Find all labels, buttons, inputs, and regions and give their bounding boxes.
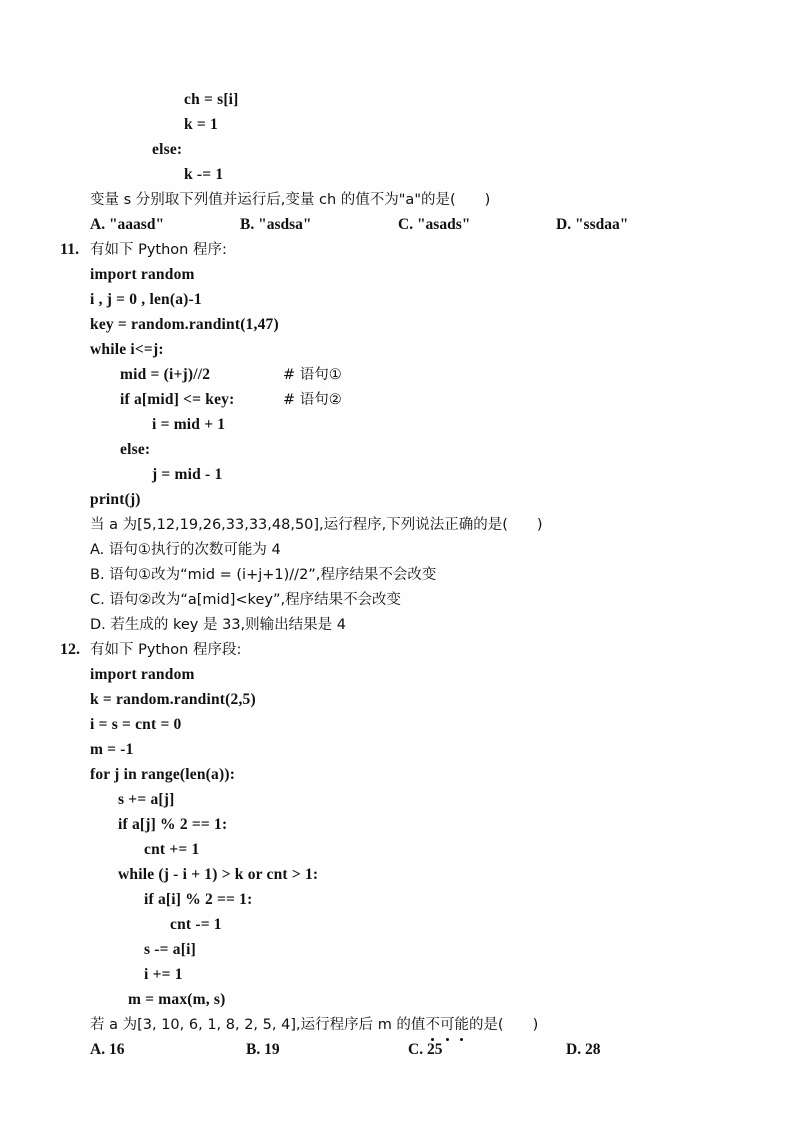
code-line: i , j = 0 , len(a)-1 <box>90 291 202 308</box>
code-line: cnt -= 1 <box>170 916 222 933</box>
q12-intro: 有如下 Python 程序段: <box>90 642 242 658</box>
q12-option-d: D. 28 <box>566 1041 601 1058</box>
emphasis-char: 能 <box>454 1017 469 1033</box>
code-comment: # 语句① <box>283 367 342 383</box>
code-line: key = random.randint(1,47) <box>90 316 279 333</box>
code-line: print(j) <box>90 491 141 508</box>
q10-prompt: 变量 s 分别取下列值并运行后,变量 ch 的值不为"a"的是( ) <box>90 192 491 208</box>
code-line: i = s = cnt = 0 <box>90 716 182 733</box>
q12-prompt-before: 若 a 为[3, 10, 6, 1, 8, 2, 5, 4],运行程序后 m 的值 <box>90 1017 426 1033</box>
q12-prompt-after: 的是( ) <box>468 1017 539 1033</box>
code-line: if a[mid] <= key: <box>120 391 235 408</box>
code-line: k = random.randint(2,5) <box>90 691 256 708</box>
emphasis-char: 不 <box>425 1017 440 1033</box>
code-line: i = mid + 1 <box>152 416 226 433</box>
code-line: else: <box>120 441 151 458</box>
code-line: s += a[j] <box>118 791 175 808</box>
code-line: m = max(m, s) <box>128 991 226 1008</box>
q11-option-d: D. 若生成的 key 是 33,则输出结果是 4 <box>90 617 346 633</box>
q11-option-b: B. 语句①改为“mid = (i+j+1)//2”,程序结果不会改变 <box>90 567 437 583</box>
code-line: if a[i] % 2 == 1: <box>144 891 253 908</box>
code-line: j = mid - 1 <box>152 466 223 483</box>
code-line: k = 1 <box>184 116 218 133</box>
q12-option-b: B. 19 <box>246 1041 280 1058</box>
q11-option-c: C. 语句②改为“a[mid]<key”,程序结果不会改变 <box>90 592 402 608</box>
code-line: ch = s[i] <box>184 91 239 108</box>
code-line: mid = (i+j)//2 <box>120 366 211 383</box>
q10-option-b: B. "asdsa" <box>240 216 312 233</box>
q11-number: 11. <box>60 241 80 258</box>
code-line: while i<=j: <box>90 341 164 358</box>
q11-prompt: 当 a 为[5,12,19,26,33,33,48,50],运行程序,下列说法正确的是( ) <box>90 517 543 533</box>
q10-option-a: A. "aaasd" <box>90 216 165 233</box>
code-comment: # 语句② <box>283 392 342 408</box>
code-line: m = -1 <box>90 741 134 758</box>
code-line: import random <box>90 266 195 283</box>
code-line: k -= 1 <box>184 166 224 183</box>
q12-option-c: C. 25 <box>408 1041 443 1058</box>
q12-number: 12. <box>60 641 80 658</box>
code-line: s -= a[i] <box>144 941 196 958</box>
q10-option-d: D. "ssdaa" <box>556 216 629 233</box>
q11-intro: 有如下 Python 程序: <box>90 242 227 258</box>
q12-option-a: A. 16 <box>90 1041 125 1058</box>
code-line: for j in range(len(a)): <box>90 766 236 783</box>
code-line: else: <box>152 141 183 158</box>
code-line: while (j - i + 1) > k or cnt > 1: <box>118 866 319 883</box>
q11-option-a: A. 语句①执行的次数可能为 4 <box>90 542 281 558</box>
code-line: i += 1 <box>144 966 183 983</box>
code-line: if a[j] % 2 == 1: <box>118 816 228 833</box>
code-line: import random <box>90 666 195 683</box>
q10-option-c: C. "asads" <box>398 216 471 233</box>
code-line: cnt += 1 <box>144 841 200 858</box>
emphasis-char: 可 <box>439 1017 455 1033</box>
q12-prompt <box>90 1015 538 1035</box>
